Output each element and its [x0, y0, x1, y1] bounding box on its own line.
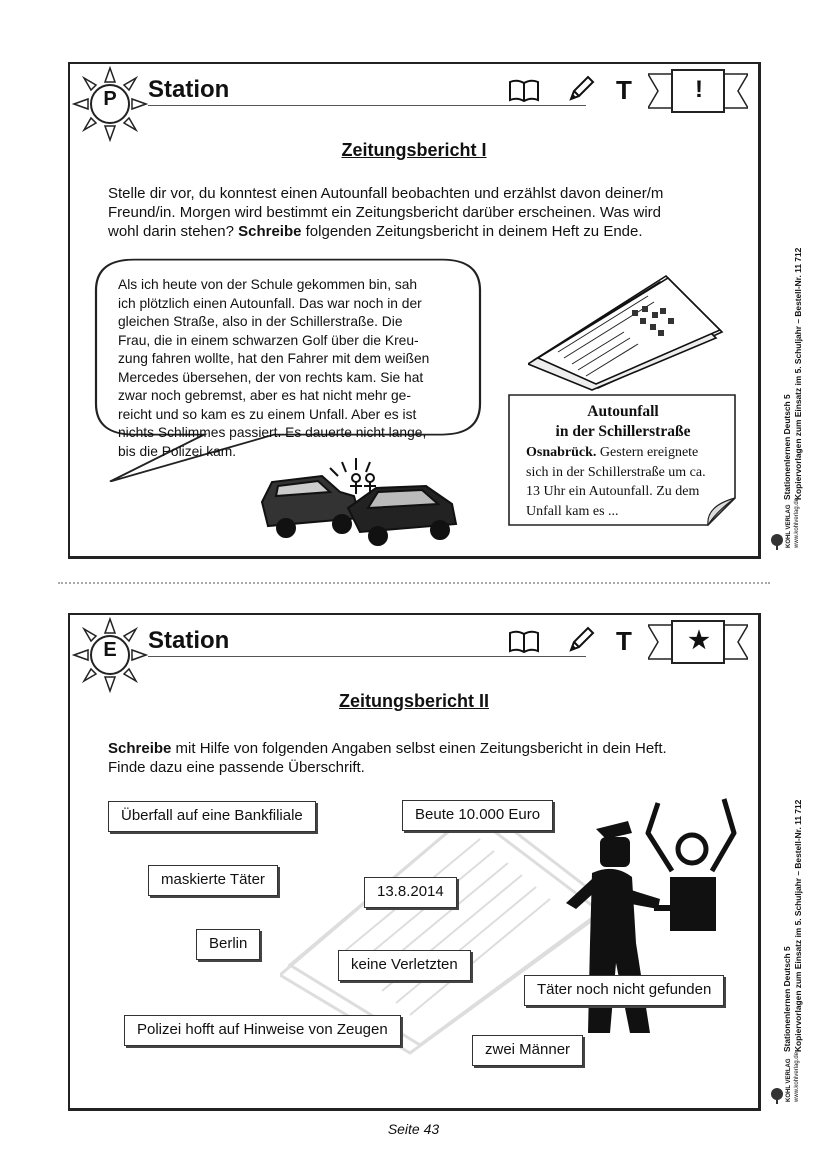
text-icon: T: [616, 75, 632, 105]
tree-logo-icon: [770, 1058, 784, 1104]
intro-bold: Schreibe: [238, 223, 302, 240]
side-note-subtitle: Kopiervorlagen zum Einsatz im 5. Schuljahr – Bestell-Nr. 11 712: [793, 799, 803, 1052]
station-card-e: [68, 613, 761, 1111]
task-line: Finde dazu eine passende Überschrift.: [108, 759, 365, 776]
clipping-body: [526, 443, 732, 521]
intro-line-start: wohl darin stehen?: [108, 223, 234, 240]
clipping-text-start: Gestern ereignete: [596, 445, 699, 460]
info-label: Täter noch nicht gefunden: [524, 975, 724, 1006]
publisher-logo: [770, 497, 800, 550]
side-note-subtitle: Kopiervorlagen zum Einsatz im 5. Schuljahr – Bestell-Nr. 11 712: [793, 247, 803, 500]
car-crash-illustration: [256, 456, 466, 552]
star-icon: ★: [688, 627, 710, 654]
title-underline: [148, 105, 586, 106]
bubble-line: reicht und so kam es zu einem Unfall. Aber es ist: [118, 406, 417, 422]
clipping-headline-2: in der Schillerstraße: [555, 423, 691, 440]
sun-letter: E: [103, 639, 117, 661]
info-label: Beute 10.000 Euro: [402, 800, 553, 831]
publisher-url: www.kohlverlag.de: [794, 1051, 800, 1102]
bubble-line: bis die Polizei kam.: [118, 443, 237, 459]
info-label: keine Verletzten: [338, 950, 471, 981]
pencil-icon: [566, 74, 596, 104]
bubble-line: gleichen Straße, also in der Schillerstraße. Die: [118, 314, 403, 329]
intro-line: Freund/in. Morgen wird bestimmt ein Zeitungsbericht darüber erscheinen. Was wird: [108, 204, 662, 221]
bubble-line: Frau, die in einem schwarzen Golf über die Kreu-: [118, 332, 419, 348]
title-underline: [148, 656, 586, 657]
clipping-headline-1: Autounfall: [587, 403, 659, 420]
info-label: 13.8.2014: [364, 877, 457, 908]
side-note-title: Stationenlernen Deutsch 5: [782, 394, 792, 500]
task-rest: mit Hilfe von folgenden Angaben selbst einen Zeitungsbericht in dein Heft.: [171, 740, 667, 757]
logo-text: KOHL VERLAG: [786, 504, 792, 548]
bubble-line: zung fahren wollte, hat den Fahrer mit dem weißen: [118, 351, 430, 366]
cut-line: [58, 582, 770, 584]
exclamation-icon: !: [695, 76, 703, 103]
side-note-title: Stationenlernen Deutsch 5: [782, 946, 792, 1052]
bubble-line: nichts Schlimmes passiert. Es dauerte nicht lange,: [118, 425, 427, 440]
info-label: zwei Männer: [472, 1035, 583, 1066]
publisher-logo: [770, 1051, 800, 1104]
bubble-line: zwar noch gebremst, aber es hat nicht mehr ge-: [118, 388, 411, 403]
publisher-url: www.kohlverlag.de: [794, 497, 800, 548]
pencil-icon: [566, 625, 596, 655]
station-title: Station: [148, 76, 230, 103]
clipping-place: Osnabrück.: [526, 445, 597, 460]
bubble-line: ich plötzlich einen Autounfall. Das war noch in der: [118, 295, 422, 311]
intro-text: [108, 184, 708, 241]
worksheet-subtitle: Zeitungsbericht I: [341, 140, 487, 160]
bubble-line: Als ich heute von der Schule gekommen bin, sah: [118, 277, 418, 292]
clipping-line: Unfall kam es ...: [526, 503, 619, 519]
intro-line: [108, 222, 708, 241]
info-label: Überfall auf eine Bankfiliale: [108, 801, 316, 832]
task-text: [108, 739, 708, 777]
intro-line: Stelle dir vor, du konntest einen Autounfall beobachten und erzählst davon deiner/m: [108, 185, 664, 202]
intro-line-end: folgenden Zeitungsbericht in deinem Heft zu Ende.: [301, 223, 643, 240]
station-card-p: [68, 62, 761, 559]
logo-text: KOHL VERLAG: [786, 1058, 792, 1102]
task-line: [108, 739, 708, 758]
tree-logo-icon: [770, 504, 784, 550]
info-label: Berlin: [196, 929, 260, 960]
book-icon: [508, 78, 540, 104]
sun-letter: P: [103, 88, 117, 110]
bubble-line: Mercedes übersehen, der von rechts kam. Sie hat: [118, 369, 424, 385]
worksheet-subtitle: Zeitungsbericht II: [338, 691, 489, 711]
text-icon: T: [616, 626, 632, 656]
clipping-line: 13 Uhr ein Autounfall. Zu dem: [526, 484, 700, 499]
info-label: maskierte Täter: [148, 865, 278, 896]
newspaper-illustration: [528, 272, 728, 392]
info-label: Polizei hofft auf Hinweise von Zeugen: [124, 1015, 401, 1046]
clipping-headline: [510, 402, 736, 442]
station-title: Station: [148, 627, 230, 654]
clipping-line: sich in der Schillerstraße um ca.: [526, 464, 706, 480]
clipping-line: [526, 443, 732, 463]
book-icon: [508, 629, 540, 655]
task-bold: Schreibe: [108, 740, 172, 757]
page-number: Seite 43: [387, 1121, 440, 1137]
bubble-text: [118, 276, 478, 461]
